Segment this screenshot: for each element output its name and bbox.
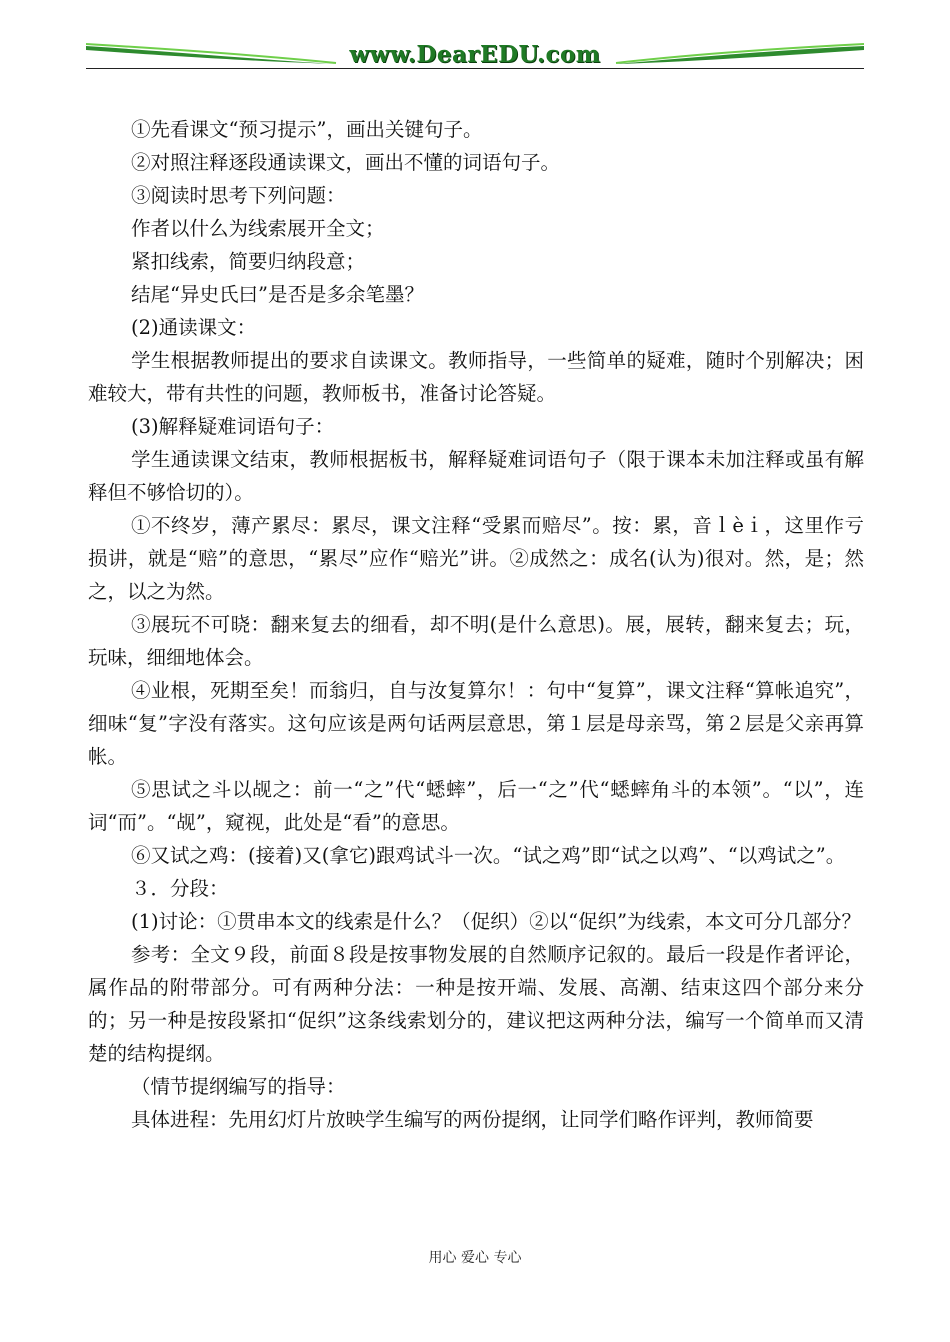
section-heading: (2)通读课文： [131,316,257,339]
header-brand-logo[interactable]: www.DearEDU.com [349,41,601,68]
section-heading: (3)解释疑难词语句子： [131,415,335,438]
paragraph: 具体进程：先用幻灯片放映学生编写的两份提纲，让同学们略作评判，教师简要 [131,1108,814,1131]
paragraph: （情节提纲编写的指导： [131,1075,346,1098]
page-footer: 用心 爱心 专心 [428,1250,522,1266]
paragraph: ③阅读时思考下列问题： [131,184,346,207]
paragraph: 结尾“异史氏曰”是否是多余笔墨？ [131,283,424,306]
paragraph: ④业根，死期至矣！而翁归，自与汝复算尔！：句中“复算”，课文注释“算帐追究”，细味“复”字没有落实。这句应该是两句话两层意思，第１层是母亲骂，第２层是父亲再算帐。 [88,679,864,768]
paragraph: 紧扣线索，简要归纳段意； [131,250,366,273]
paragraph: 作者以什么为线索展开全文； [131,217,385,240]
paragraph: ①不终岁，薄产累尽：累尽，课文注释“受累而赔尽”。按：累，音ｌèｉ，这里作亏损讲，就是“赔”的意思，“累尽”应作“赔光”讲。②成然之：成名(认为)很对。然，是；然之，以之为然。 [88,514,864,603]
paragraph: ①先看课文“预习提示”，画出关键句子。 [131,118,483,141]
section-heading: ３．分段： [131,877,229,900]
paragraph: 学生通读课文结束，教师根据板书，解释疑难词语句子（限于课本未加注释或虽有解释但不够恰切的）。 [88,448,864,504]
page-header [86,38,864,72]
paragraph: ⑤思试之斗以觇之：前一“之”代“蟋蟀”，后一“之”代“蟋蟀角斗的本领”。“以”，连词“而”。“觇”，窥视，此处是“看”的意思。 [88,778,864,834]
paragraph: ②对照注释逐段通读课文，画出不懂的词语句子。 [131,151,561,174]
paragraph: ③展玩不可晓：翻来复去的细看，却不明(是什么意思)。展，展转，翻来复去；玩，玩味，细细地体会。 [88,613,864,669]
paragraph: 学生根据教师提出的要求自读课文。教师指导，一些简单的疑难，随时个别解决；困难较大，带有共性的问题，教师板书，准备讨论答疑。 [88,349,864,405]
document-body [88,113,864,1136]
header-divider [86,68,864,69]
paragraph: ⑥又试之鸡：(接着)又(拿它)跟鸡试斗一次。“试之鸡”即“试之以鸡”、“以鸡试之”。 [131,844,846,867]
paragraph: 参考：全文９段，前面８段是按事物发展的自然顺序记叙的。最后一段是作者评论，属作品的附带部分。可有两种分法：一种是按开端、发展、高潮、结束这四个部分来分的；另一种是按段紧扣“促织”这条线索划分的，建议把这两种分法，编写一个简单而又清楚的结构提纲。 [88,943,864,1065]
paragraph: (1)讨论：①贯串本文的线索是什么？（促织）②以“促织”为线索，本文可分几部分？ [131,910,862,933]
